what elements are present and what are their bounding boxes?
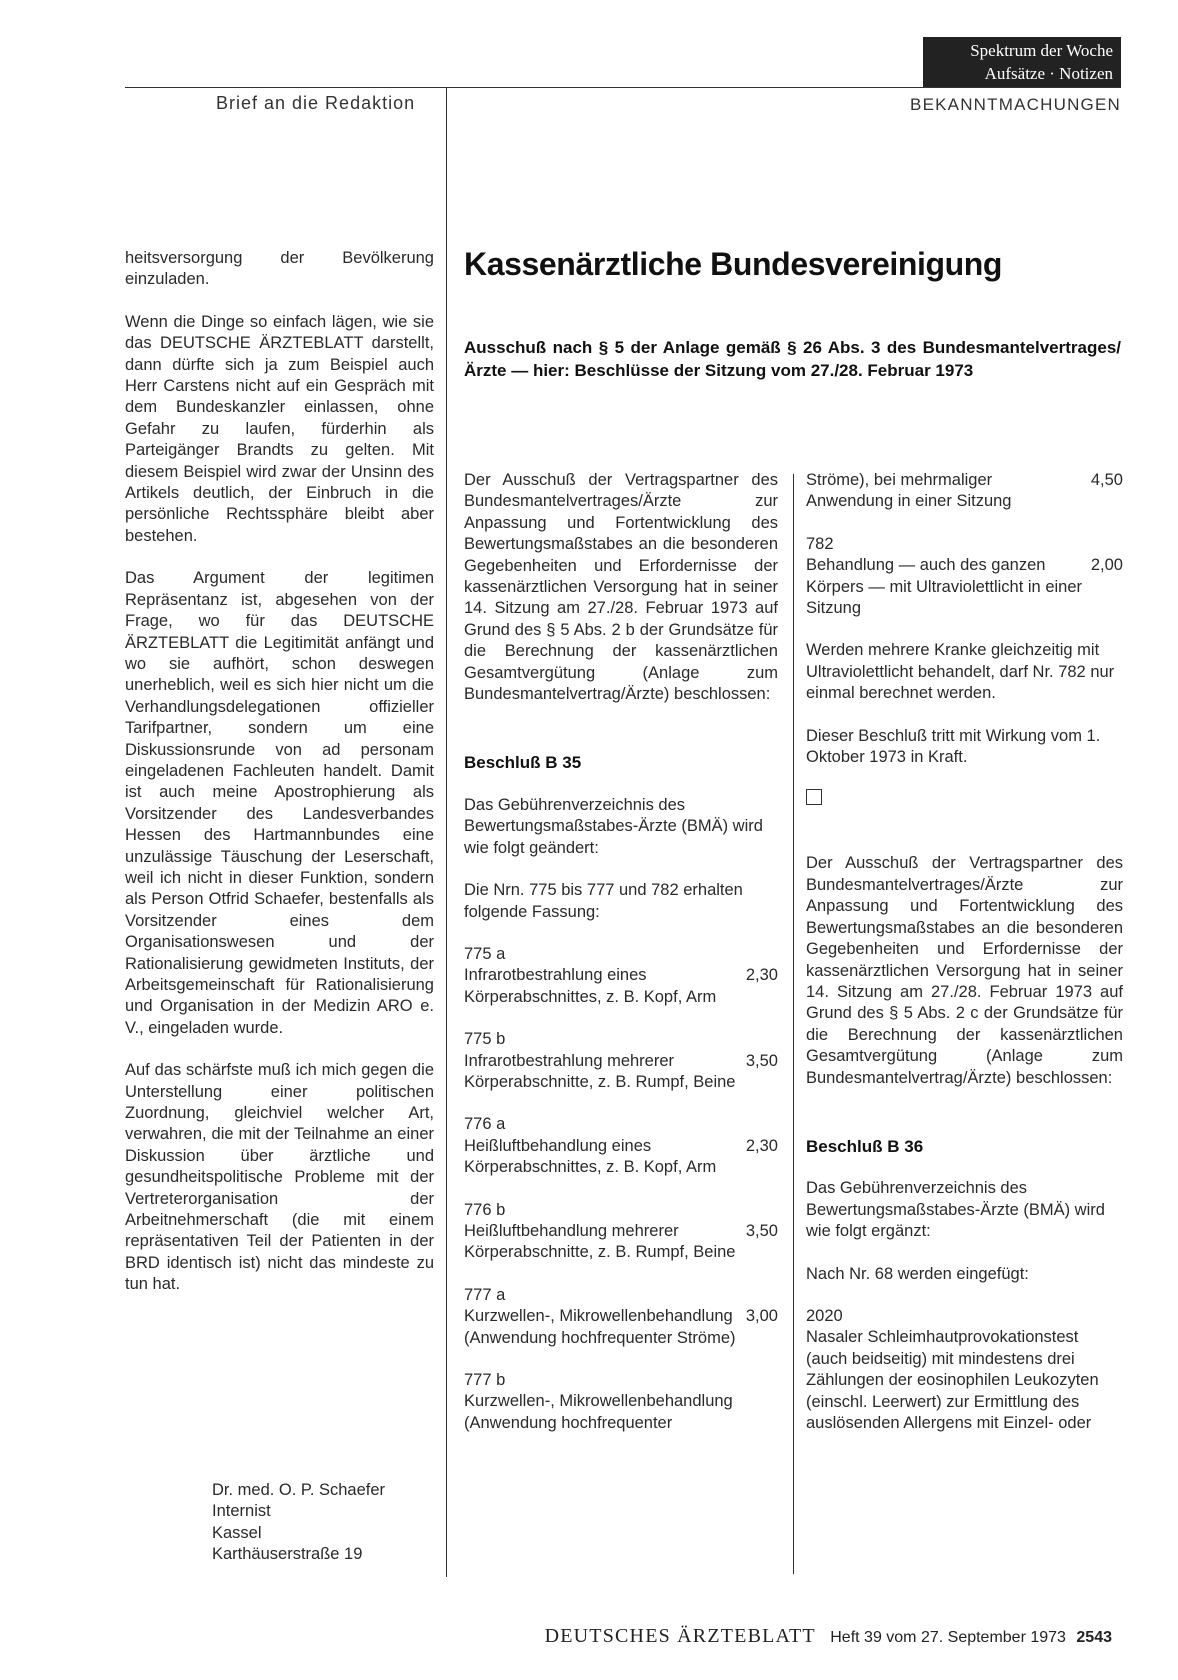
fee-price: 2,30 bbox=[745, 1136, 778, 1155]
fee-item bbox=[464, 1029, 778, 1093]
fee-text: Kurzwellen-, Mikrowellenbehandlung (Anwendung hochfrequenter Ströme) bbox=[464, 1307, 736, 1347]
column-divider bbox=[446, 87, 447, 1577]
letter-paragraph: Auf das schärfste muß ich mich gegen die Unterstellung einer politischen Zuordnung, gleichviel welcher Art, verwahren, die mit der Teilnahme an einer Diskussion über ärztliche und gesundheitspolitische Probleme mit der Vertreterorganisation der Arbeitnehmerschaft (die mit einem repräsentativen Teil der Patienten in der BRD identisch ist) nicht das mindeste zu tun hat. bbox=[125, 1061, 434, 1294]
fee-item bbox=[464, 1285, 778, 1349]
footer-issue: Heft 39 vom 27. September 1973 bbox=[830, 1629, 1066, 1646]
fee-price: 4,50 bbox=[1090, 471, 1123, 489]
fee-item bbox=[464, 1370, 778, 1434]
fee-item-continued bbox=[806, 470, 1123, 513]
resolution-b35-heading: Beschluß B 35 bbox=[464, 753, 582, 773]
fee-item bbox=[464, 944, 778, 1008]
b35-note: Werden mehrere Kranke gleichzeitig mit Ultraviolettlicht behandelt, darf Nr. 782 nur einmal berechnet werden. bbox=[806, 641, 1115, 703]
fee-price: 3,50 bbox=[745, 1221, 778, 1240]
b36-paragraph: Nach Nr. 68 werden eingefügt: bbox=[806, 1264, 1029, 1283]
page-footer bbox=[545, 1625, 1112, 1648]
fee-text: Kurzwellen-, Mikrowellenbehandlung (Anwendung hochfrequenter bbox=[464, 1392, 733, 1432]
fee-text: Infrarotbestrahlung mehrerer Körperabschnitte, z. B. Rumpf, Beine bbox=[464, 1051, 736, 1091]
b35-effective: Dieser Beschluß tritt mit Wirkung vom 1. Oktober 1973 in Kraft. bbox=[806, 726, 1101, 767]
fee-code: 775 a bbox=[464, 944, 506, 963]
b36-paragraph: Das Gebührenverzeichnis des Bewertungsmaßstabes-Ärzte (BMÄ) wird wie folgt ergänzt: bbox=[806, 1179, 1105, 1241]
announcement-subtitle: Ausschuß nach § 5 der Anlage gemäß § 26 Abs. 3 des Bundesmantelvertrages/Ärzte — hier: Beschlüsse der Sitzung vom 27./28. Februar 1973 bbox=[464, 338, 1121, 380]
fee-text: Nasaler Schleimhautprovokationstest (auch beidseitig) mit mindestens drei Zählungen der eosinophilen Leukozyten (einschl. Leerwert) zur Ermittlung des auslösenden Allergens mit Einzel- oder bbox=[806, 1328, 1099, 1432]
section-badge-line2: Aufsätze · Notizen bbox=[984, 64, 1113, 83]
fee-text: Heißluftbehandlung mehrerer Körperabschnitte, z. B. Rumpf, Beine bbox=[464, 1221, 736, 1262]
intro-b36: Der Ausschuß der Vertragspartner des Bundesmantelvertrages/Ärzte zur Anpassung und Fortentwicklung des Bewertungsmaßstabes an die besonderen Gegebenheiten und Erfordernisse der kassenärztlichen Versorgung hat in seiner 14. Sitzung am 27./28. Februar 1973 auf Grund des § 5 Abs. 2 c der Grundsätze für die Berechnung der kassenärztlichen Gesamtvergütung (Anlage zum Bundesmantelvertrag/Ärzte) beschlossen: bbox=[806, 854, 1123, 1087]
letter-paragraph: Wenn die Dinge so einfach lägen, wie sie das DEUTSCHE ÄRZTEBLATT darstellt, dann dürfte sich ja zum Beispiel auch Herr Carstens nicht auf ein Gespräch mit dem Bundeskanzler einlassen, ohne Gefahr zu laufen, fürderhin als Parteigänger Brandts zu gelten. Mit diesem Beispiel wird zwar der Unsinn des Artikels deutlich, der Einbruch in die persönliche Rechtssphäre bleibt aber bestehen. bbox=[125, 312, 434, 545]
section-badge-line1: Spektrum der Woche bbox=[970, 41, 1113, 60]
page-number: 2543 bbox=[1076, 1629, 1112, 1646]
b35-paragraph: Das Gebührenverzeichnis des Bewertungsmaßstabes-Ärzte (BMÄ) wird wie folgt geändert: bbox=[464, 795, 763, 857]
signature-name: Dr. med. O. P. Schaefer bbox=[212, 1481, 386, 1499]
fee-code: 2020 bbox=[806, 1306, 843, 1325]
announcement-column-left bbox=[464, 470, 778, 1455]
fee-code: 777 b bbox=[464, 1371, 506, 1389]
header-rule bbox=[125, 87, 1121, 88]
b35-paragraph: Die Nrn. 775 bis 777 und 782 erhalten folgende Fassung: bbox=[464, 881, 743, 921]
fee-price: 3,50 bbox=[745, 1051, 778, 1070]
fee-text: Heißluftbehandlung eines Körperabschnittes, z. B. Kopf, Arm bbox=[464, 1136, 717, 1177]
end-mark bbox=[806, 789, 822, 805]
fee-text: Ströme), bei mehrmaliger Anwendung in einer Sitzung bbox=[806, 471, 1012, 511]
signature-city: Kassel bbox=[212, 1523, 262, 1542]
fee-item bbox=[806, 534, 1123, 620]
letter-signature bbox=[212, 1480, 432, 1566]
fee-code: 775 b bbox=[464, 1030, 506, 1049]
fee-item bbox=[464, 1114, 778, 1178]
letter-paragraph: heitsversorgung der Bevölkerung einzuladen. bbox=[125, 249, 434, 289]
signature-title: Internist bbox=[212, 1502, 271, 1521]
fee-price: 3,00 bbox=[745, 1307, 778, 1326]
fee-code: 782 bbox=[806, 534, 834, 553]
letter-paragraph: Das Argument der legitimen Repräsentanz ist, abgesehen von der Frage, wo für das DEUTSCHE ÄRZTEBLATT die Legitimität anfängt und wo sie aufhört, schon deswegen unerheblich, weil es sich hier nicht um die Verhandlungsdelegationen offizieller Tarifpartner, sondern um eine Diskussionsrunde von ad personam eingeladenen Fachleuten handelt. Damit ist auch meine Apostrophierung als Vorsitzender des Landesverbandes Hessen des Hartmannbundes eine unzulässige Täuschung der Leserschaft, weil ich nicht in dieser Funktion, sondern als Person Otfrid Schaefer, bestenfalls als Vorsitzender eines dem Organisationswesen und der Rationalisierung gewidmeten Instituts, der Arbeitsgemeinschaft für Rationalisierung und Organisation in der Medizin ARO e. V., eingeladen wurde. bbox=[125, 569, 434, 1037]
announcement-column-divider bbox=[793, 474, 794, 1574]
fee-item bbox=[806, 1306, 1123, 1434]
intro-b35: Der Ausschuß der Vertragspartner des Bundesmantelvertrages/Ärzte zur Anpassung und Fortentwicklung des Bewertungsmaßstabes an die besonderen Gegebenheiten und Erfordernisse der kassenärztlichen Versorgung hat in seiner 14. Sitzung am 27./28. Februar 1973 auf Grund des § 5 Abs. 2 b der Grundsätze für die Berechnung der kassenärztlichen Gesamtvergütung (Anlage zum Bundesmantelvertrag/Ärzte) beschlossen: bbox=[464, 471, 778, 704]
announcement-column-right bbox=[806, 470, 1123, 1434]
announcement-title: Kassenärztliche Bundesvereinigung bbox=[464, 246, 1003, 282]
section-badge bbox=[923, 37, 1121, 87]
fee-price: 2,00 bbox=[1090, 556, 1123, 575]
footer-journal: DEUTSCHES ÄRZTEBLATT bbox=[544, 1625, 816, 1647]
fee-price: 2,30 bbox=[745, 966, 778, 985]
letter-column bbox=[125, 248, 434, 1317]
fee-code: 777 a bbox=[464, 1285, 506, 1304]
fee-code: 776 a bbox=[464, 1115, 506, 1134]
right-section-heading: BEKANNTMACHUNGEN bbox=[910, 95, 1121, 114]
fee-item bbox=[464, 1200, 778, 1264]
fee-list bbox=[464, 944, 778, 1349]
resolution-b36-heading: Beschluß B 36 bbox=[806, 1136, 924, 1156]
fee-text: Behandlung — auch des ganzen Körpers — mit Ultraviolettlicht in einer Sitzung bbox=[806, 556, 1083, 618]
fee-text: Infrarotbestrahlung eines Körperabschnittes, z. B. Kopf, Arm bbox=[464, 966, 717, 1006]
left-section-heading: Brief an die Redaktion bbox=[216, 93, 416, 113]
fee-code: 776 b bbox=[464, 1200, 506, 1219]
signature-street: Karthäuserstraße 19 bbox=[212, 1545, 363, 1564]
